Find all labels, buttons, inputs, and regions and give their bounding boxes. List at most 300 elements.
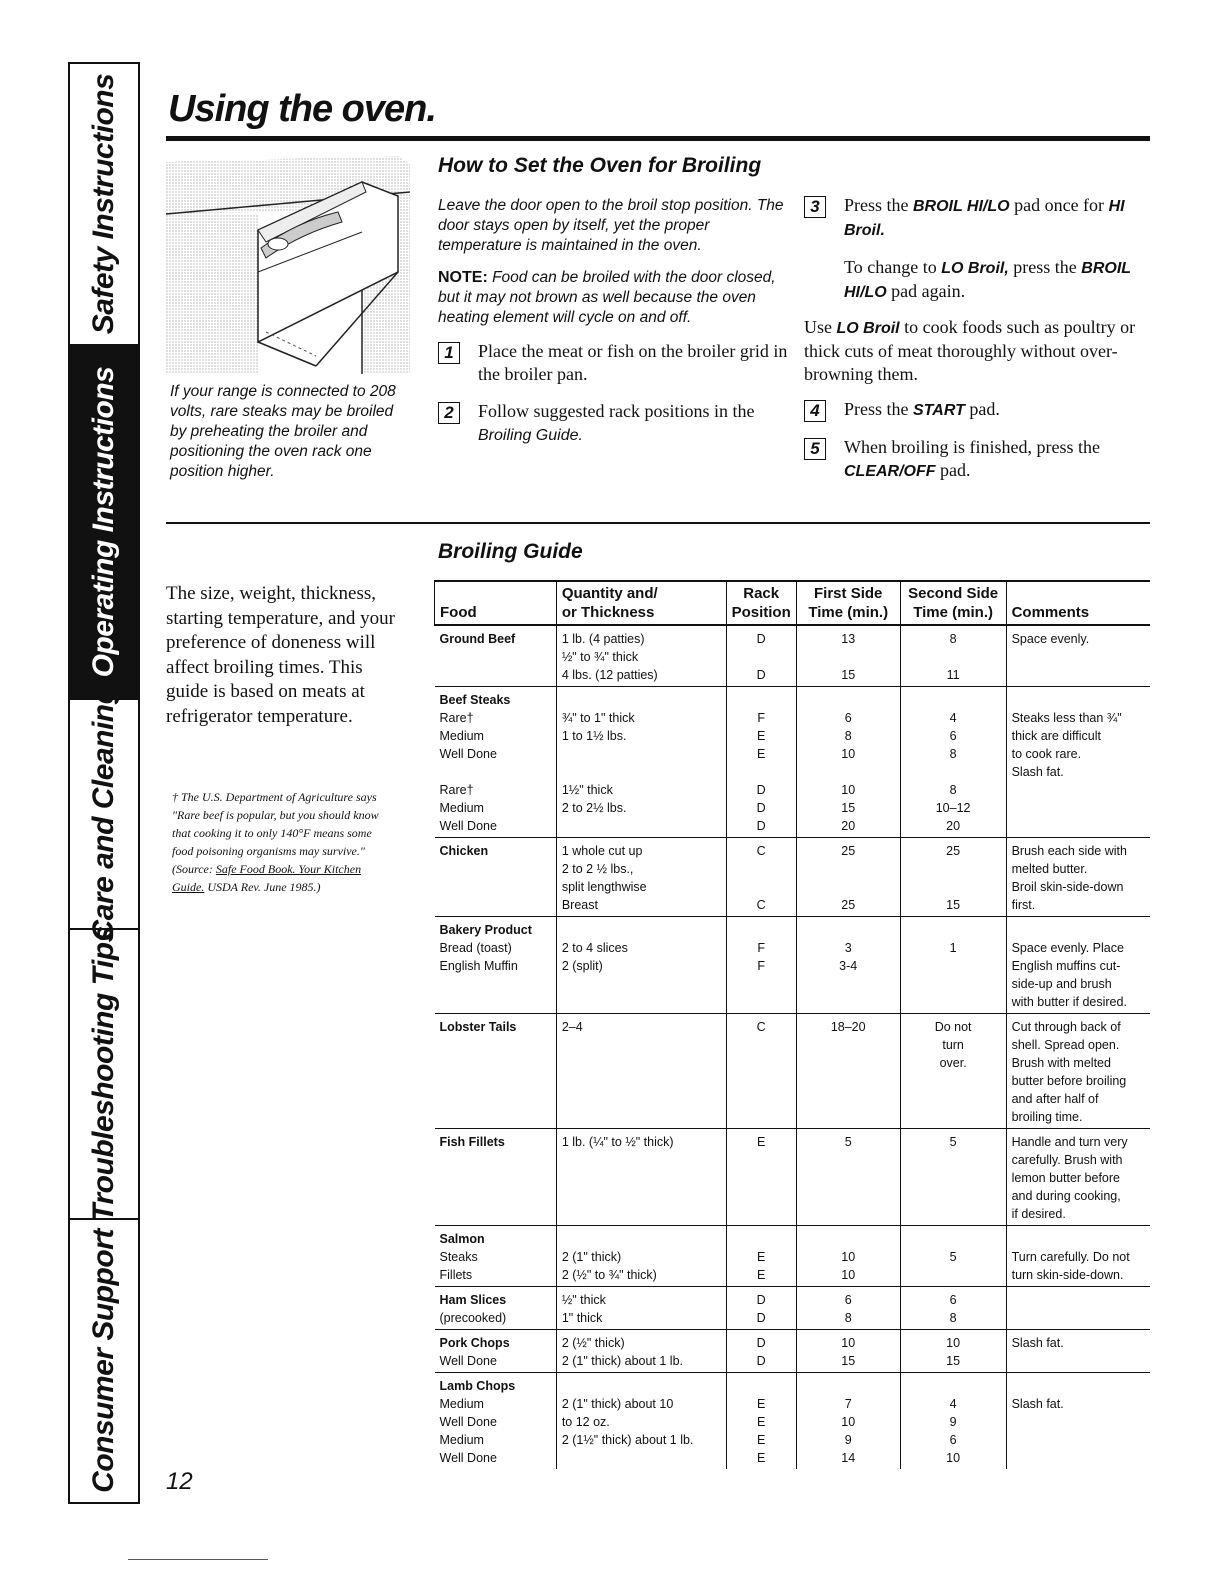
cell-line: D — [756, 819, 766, 833]
cell-line: 2 (½" to ¾" thick) — [561, 1268, 657, 1282]
cell-line — [732, 878, 791, 896]
quantity-cell — [556, 838, 726, 917]
quantity-cell — [556, 1373, 726, 1470]
cell-line — [906, 1266, 1001, 1284]
rack-cell — [726, 625, 796, 687]
cell-line: 3 — [844, 941, 852, 955]
cell-line: Handle and turn very — [1011, 1135, 1128, 1149]
food-cell — [435, 1287, 557, 1330]
cell-line: 1 whole cut up — [561, 844, 643, 858]
tab-operating-instructions[interactable] — [70, 346, 138, 700]
cell-line: D — [756, 668, 766, 682]
cell-line — [562, 763, 721, 781]
page-number: 12 — [166, 1468, 193, 1495]
cell-line: Breast — [561, 898, 598, 912]
cell-line: Steaks less than ¾" — [1011, 711, 1122, 725]
cell-line: 1 lb. (¼" to ½" thick) — [561, 1135, 674, 1149]
comments-cell — [1006, 1373, 1150, 1470]
second-side-cell — [900, 1330, 1006, 1373]
cell-line: English muffins cut- — [1011, 959, 1121, 973]
cell-line: Do not — [934, 1020, 972, 1034]
rack-cell — [726, 1129, 796, 1226]
cell-line: 1 to 1½ lbs. — [561, 729, 627, 743]
section-divider — [166, 522, 1150, 524]
cell-line: melted butter. — [1011, 862, 1088, 876]
comments-cell — [1006, 917, 1150, 1014]
cell-line: split lengthwise — [561, 880, 647, 894]
second-side-cell — [900, 687, 1006, 838]
cell-line: with butter if desired. — [1011, 995, 1127, 1009]
cell-line: if desired. — [1011, 1207, 1066, 1221]
cell-line: to 12 oz. — [561, 1415, 610, 1429]
step-5: 5 When broiling is finished, press the CLEAR/OFF pad. — [804, 436, 1150, 483]
cell-line: 18–20 — [830, 1020, 866, 1034]
header-first-side: First Side Time (min.) — [796, 581, 900, 625]
cell-line: 10 — [946, 1336, 961, 1350]
cell-line: D — [756, 783, 766, 797]
comments-cell — [1006, 625, 1150, 687]
second-side-cell — [900, 625, 1006, 687]
quantity-cell — [556, 625, 726, 687]
cell-line — [732, 921, 791, 939]
cell-line: turn skin-side-down. — [1011, 1268, 1124, 1282]
cell-line: C — [756, 844, 766, 858]
cell-line: D — [756, 801, 766, 815]
step-3: 3 Press the BROIL HI/LO pad once for HI Broil. — [804, 194, 1150, 242]
second-side-cell — [900, 1014, 1006, 1129]
food-cell — [435, 1330, 557, 1373]
cell-line: 1½" thick — [561, 783, 613, 797]
cell-line — [1012, 1291, 1145, 1309]
broiling-guide-table — [434, 580, 1150, 1469]
cell-line: 8 — [844, 1311, 852, 1325]
cell-line — [906, 921, 1001, 939]
rack-cell — [726, 687, 796, 838]
cell-line: E — [757, 1415, 766, 1429]
cell-line: Brush each side with — [1011, 844, 1127, 858]
cell-line: ½" thick — [561, 1293, 606, 1307]
cell-line: 25 — [946, 844, 961, 858]
cell-line — [732, 860, 791, 878]
comments-cell — [1006, 1014, 1150, 1129]
table-header-row — [435, 581, 1151, 625]
cell-line: Chicken — [439, 844, 489, 858]
cell-line — [440, 648, 551, 666]
cell-line: Broil skin-side-down — [1011, 880, 1124, 894]
cell-line: 8 — [949, 632, 957, 646]
quantity-cell — [556, 1014, 726, 1129]
cell-line: E — [757, 1135, 766, 1149]
cell-line: 15 — [841, 801, 856, 815]
cell-line — [732, 648, 791, 666]
table-row — [435, 687, 1151, 838]
cell-line: 10 — [946, 1451, 961, 1465]
rack-cell — [726, 1330, 796, 1373]
cell-line: 15 — [946, 1354, 961, 1368]
cell-line — [1012, 691, 1145, 709]
cell-line: ½" to ¾" thick — [561, 650, 639, 664]
cell-line: Beef Steaks — [439, 693, 511, 707]
cell-line: 15 — [946, 898, 961, 912]
cell-line — [906, 648, 1001, 666]
cell-line: broiling time. — [1011, 1110, 1083, 1124]
step-number-2: 2 — [438, 402, 460, 424]
cell-line: E — [757, 1268, 766, 1282]
cell-line: Cut through back of — [1011, 1020, 1121, 1034]
cell-line: first. — [1011, 898, 1036, 912]
cell-line — [732, 691, 791, 709]
cell-line — [906, 763, 1001, 781]
cell-line: Lamb Chops — [439, 1379, 516, 1393]
rack-cell — [726, 838, 796, 917]
cell-line: Lobster Tails — [439, 1020, 517, 1034]
cell-line: E — [757, 1451, 766, 1465]
cell-line: 1 lb. (4 patties) — [561, 632, 645, 646]
cell-line: (precooked) — [439, 1311, 507, 1325]
cell-line — [732, 1230, 791, 1248]
cell-line: side-up and brush — [1011, 977, 1112, 991]
cell-line: ¾" to 1" thick — [561, 711, 635, 725]
cell-line — [802, 648, 895, 666]
cell-line: Well Done — [439, 1354, 497, 1368]
cell-line — [440, 666, 551, 684]
cell-line: and after half of — [1011, 1092, 1099, 1106]
header-rack-position: Rack Position — [726, 581, 796, 625]
quantity-cell — [556, 1226, 726, 1287]
illustration-caption: If your range is connected to 208 volts, rare steaks may be broiled by preheating the broiler and positioning the oven rack one position higher. — [170, 383, 396, 480]
cell-line: Medium — [439, 729, 484, 743]
header-food: Food — [435, 581, 557, 625]
cell-line: E — [757, 747, 766, 761]
second-side-cell — [900, 1287, 1006, 1330]
cell-line — [732, 763, 791, 781]
comments-cell — [1006, 1226, 1150, 1287]
cell-line: Well Done — [439, 1415, 497, 1429]
cell-line — [562, 1377, 721, 1395]
food-cell — [435, 917, 557, 1014]
cell-line: 13 — [841, 632, 856, 646]
tab-safety-instructions[interactable] — [70, 64, 138, 346]
cell-line — [906, 691, 1001, 709]
cell-line: Steaks — [439, 1250, 478, 1264]
cell-line: 9 — [844, 1433, 852, 1447]
table-row — [435, 1014, 1151, 1129]
cell-line: 10–12 — [935, 801, 971, 815]
rack-cell — [726, 1014, 796, 1129]
cell-line — [802, 878, 895, 896]
cell-line: Well Done — [439, 819, 497, 833]
food-cell — [435, 1129, 557, 1226]
cell-line — [440, 878, 551, 896]
cell-line — [440, 763, 551, 781]
cell-line: 11 — [946, 668, 960, 682]
cell-line — [802, 763, 895, 781]
cell-line: D — [756, 1311, 766, 1325]
cell-line: butter before broiling — [1011, 1074, 1127, 1088]
cell-line: Medium — [439, 1397, 484, 1411]
first-side-cell — [796, 1330, 900, 1373]
table-row — [435, 1287, 1151, 1330]
cell-line: 25 — [841, 844, 856, 858]
broil-intro: Leave the door open to the broil stop position. The door stays open by itself, yet the proper temperature is maintained in the oven. — [438, 197, 784, 254]
cell-line — [802, 921, 895, 939]
second-side-cell — [900, 1373, 1006, 1470]
tab-label: Safety Instructions — [87, 73, 120, 335]
cell-line: Pork Chops — [439, 1336, 510, 1350]
cell-line: 10 — [841, 1336, 856, 1350]
cell-line: 4 — [949, 1397, 957, 1411]
cell-line: Slash fat. — [1011, 1336, 1064, 1350]
cell-line: 2 (1½" thick) about 1 lb. — [561, 1433, 694, 1447]
cell-line: 10 — [841, 783, 856, 797]
food-cell — [435, 838, 557, 917]
tab-label: Consumer Support — [87, 1229, 120, 1493]
cell-line — [906, 957, 1001, 975]
cell-line — [1012, 1230, 1145, 1248]
rack-cell — [726, 1373, 796, 1470]
cell-line: 2 to 2½ lbs. — [561, 801, 627, 815]
cell-line: thick are difficult — [1011, 729, 1101, 743]
cell-line: Space evenly. Place — [1011, 941, 1124, 955]
table-row — [435, 1373, 1151, 1470]
food-cell — [435, 1226, 557, 1287]
step-number-4: 4 — [804, 400, 826, 422]
broil-note: NOTE: Food can be broiled with the door closed, but it may not brown as well because the oven heating element will cycle on and off. — [438, 269, 776, 326]
cell-line: to cook rare. — [1011, 747, 1082, 761]
cell-line — [1012, 921, 1145, 939]
cell-line: D — [756, 1354, 766, 1368]
cell-line: C — [756, 1020, 766, 1034]
comments-cell — [1006, 1287, 1150, 1330]
oven-door-illustration — [166, 152, 410, 374]
cell-line — [1012, 1377, 1145, 1395]
cell-line: Well Done — [439, 747, 497, 761]
cell-line: Space evenly. — [1011, 632, 1090, 646]
cell-line: shell. Spread open. — [1011, 1038, 1120, 1052]
cell-line: C — [756, 898, 766, 912]
cell-line: Turn carefully. Do not — [1011, 1250, 1130, 1264]
cell-line: F — [757, 959, 765, 973]
cell-line: 2 to 4 slices — [561, 941, 628, 955]
food-cell — [435, 1373, 557, 1470]
cell-line: 20 — [946, 819, 961, 833]
cell-line: E — [757, 1397, 766, 1411]
cell-line: Medium — [439, 1433, 484, 1447]
cell-line: 4 lbs. (12 patties) — [561, 668, 658, 682]
table-row — [435, 1226, 1151, 1287]
cell-line — [906, 1230, 1001, 1248]
cell-line: 9 — [949, 1415, 957, 1429]
cell-line — [562, 1449, 721, 1467]
cell-line: 10 — [841, 1250, 856, 1264]
cell-line: 20 — [841, 819, 856, 833]
quantity-cell — [556, 1129, 726, 1226]
broiling-guide-heading: Broiling Guide — [438, 540, 583, 563]
cell-line: D — [756, 632, 766, 646]
cell-line — [562, 745, 721, 763]
cell-line: Bakery Product — [439, 923, 532, 937]
cell-line — [802, 1230, 895, 1248]
food-cell — [435, 687, 557, 838]
cell-line: D — [756, 1336, 766, 1350]
cell-line: and during cooking, — [1011, 1189, 1121, 1203]
broiling-guide-rows — [435, 625, 1151, 1469]
cell-line — [906, 860, 1001, 878]
cell-line: 4 — [949, 711, 957, 725]
first-side-cell — [796, 1129, 900, 1226]
cell-line: 6 — [949, 1293, 957, 1307]
first-side-cell — [796, 1373, 900, 1470]
cell-line: 6 — [844, 1293, 852, 1307]
cell-line: 2 (½" thick) — [561, 1336, 625, 1350]
table-row — [435, 917, 1151, 1014]
cell-line: over. — [939, 1056, 967, 1070]
page-title: Using the oven. — [168, 88, 436, 130]
cell-line: 15 — [841, 668, 856, 682]
cell-line: 8 — [949, 747, 957, 761]
cell-line: E — [757, 1250, 766, 1264]
cell-line: 5 — [949, 1135, 957, 1149]
cell-line: 6 — [844, 711, 852, 725]
cell-line: F — [757, 941, 765, 955]
usda-footnote: † The U.S. Department of Agriculture says "Rare beef is popular, but you should know that cooking it to only 140°F means some food poisoning organisms may survive." (Source: Safe Food Book. Your Kitchen Guide. USDA Rev. June 1985.) — [172, 790, 379, 894]
quantity-cell — [556, 687, 726, 838]
cell-line: 2 (1" thick) about 10 — [561, 1397, 674, 1411]
header-comments: Comments — [1006, 581, 1150, 625]
cell-line: 3-4 — [839, 959, 858, 973]
title-rule — [166, 136, 1150, 141]
cell-line — [732, 1377, 791, 1395]
cell-line — [562, 817, 721, 835]
lo-broil-usage: Use LO Broil to cook foods such as poultry or thick cuts of meat thoroughly without over-browning them. — [804, 317, 1136, 384]
cell-line — [440, 860, 551, 878]
first-side-cell — [796, 838, 900, 917]
cell-line: E — [757, 729, 766, 743]
footer-link-underline — [128, 1559, 268, 1560]
section-tabs — [68, 62, 140, 1504]
cell-line: 6 — [949, 1433, 957, 1447]
cell-line — [906, 1377, 1001, 1395]
cell-line: 14 — [841, 1451, 856, 1465]
cell-line: Brush with melted — [1011, 1056, 1111, 1070]
second-side-cell — [900, 1129, 1006, 1226]
cell-line: 25 — [841, 898, 856, 912]
cell-line: 10 — [841, 1415, 856, 1429]
cell-line: 8 — [949, 1311, 957, 1325]
first-side-cell — [796, 917, 900, 1014]
cell-line: 8 — [844, 729, 852, 743]
cell-line: Medium — [439, 801, 484, 815]
cell-line: 2 (split) — [561, 959, 603, 973]
second-side-cell — [900, 1226, 1006, 1287]
food-cell — [435, 625, 557, 687]
cell-line: Slash fat. — [1011, 765, 1064, 779]
header-quantity: Quantity and/ or Thickness — [556, 581, 726, 625]
cell-line: 7 — [844, 1397, 852, 1411]
first-side-cell — [796, 1287, 900, 1330]
cell-line: 1" thick — [561, 1311, 603, 1325]
tab-label: Troubleshooting Tips — [87, 926, 120, 1222]
rack-cell — [726, 1226, 796, 1287]
first-side-cell — [796, 1226, 900, 1287]
broil-steps-column-1 — [438, 196, 790, 461]
cell-line — [562, 921, 721, 939]
quantity-cell — [556, 917, 726, 1014]
rack-cell — [726, 1287, 796, 1330]
first-side-cell — [796, 1014, 900, 1129]
cell-line — [562, 1230, 721, 1248]
cell-line: 2 (1" thick) about 1 lb. — [561, 1354, 683, 1368]
tab-label: Care and Cleaning — [87, 686, 120, 942]
cell-line: F — [757, 711, 765, 725]
cell-line — [906, 878, 1001, 896]
second-side-cell — [900, 838, 1006, 917]
food-cell — [435, 1014, 557, 1129]
cell-line: Salmon — [439, 1232, 485, 1246]
cell-line: D — [756, 1293, 766, 1307]
table-row — [435, 1129, 1151, 1226]
cell-line: English Muffin — [439, 959, 518, 973]
step-number-5: 5 — [804, 438, 826, 460]
cell-line — [562, 691, 721, 709]
cell-line: Fillets — [439, 1268, 473, 1282]
cell-line: 2 (1" thick) — [561, 1250, 622, 1264]
table-row — [435, 838, 1151, 917]
quantity-cell — [556, 1330, 726, 1373]
broiling-guide-ref: Broiling Guide. — [478, 427, 583, 444]
step-1: 1 Place the meat or fish on the broiler grid in the broiler pan. — [438, 340, 790, 386]
tab-label: Operating Instructions — [87, 366, 120, 678]
cell-line: 10 — [841, 1268, 856, 1282]
tab-care-and-cleaning[interactable] — [70, 686, 138, 942]
cell-line: 1 — [949, 941, 957, 955]
step-4: 4 Press the START pad. — [804, 398, 1150, 422]
cell-line: lemon butter before — [1011, 1171, 1120, 1185]
cell-line: 2 to 2 ½ lbs., — [561, 862, 634, 876]
comments-cell — [1006, 1330, 1150, 1373]
cell-line: Ham Slices — [439, 1293, 507, 1307]
broiling-guide-intro: The size, weight, thickness, starting temperature, and your preference of doneness will affect broiling times. This guide is based on meats at refrigerator temperature. — [166, 583, 395, 727]
tab-troubleshooting-tips[interactable] — [70, 926, 138, 1222]
lo-broil-change: To change to LO Broil, press the BROIL HI/LO pad again. — [844, 257, 1131, 301]
table-row — [435, 625, 1151, 687]
first-side-cell — [796, 687, 900, 838]
cell-line — [802, 691, 895, 709]
cell-line: 8 — [949, 783, 957, 797]
broil-heading: How to Set the Oven for Broiling — [438, 154, 762, 177]
tab-consumer-support[interactable] — [70, 1220, 138, 1502]
step-2: 2 Follow suggested rack positions in the Broiling Guide. — [438, 400, 790, 447]
cell-line: Rare† — [439, 711, 474, 725]
cell-line — [440, 896, 551, 914]
table-row — [435, 1330, 1151, 1373]
broil-steps-column-2 — [804, 194, 1150, 497]
cell-line: 5 — [949, 1250, 957, 1264]
second-side-cell — [900, 917, 1006, 1014]
cell-line: Fish Fillets — [439, 1135, 505, 1149]
quantity-cell — [556, 1287, 726, 1330]
cell-line: Bread (toast) — [439, 941, 512, 955]
cell-line: turn — [942, 1038, 964, 1052]
cell-line — [802, 1377, 895, 1395]
cell-line: Rare† — [439, 783, 474, 797]
rack-cell — [726, 917, 796, 1014]
cell-line: E — [757, 1433, 766, 1447]
cell-line: 10 — [841, 747, 856, 761]
first-side-cell — [796, 625, 900, 687]
cell-line — [802, 860, 895, 878]
comments-cell — [1006, 838, 1150, 917]
